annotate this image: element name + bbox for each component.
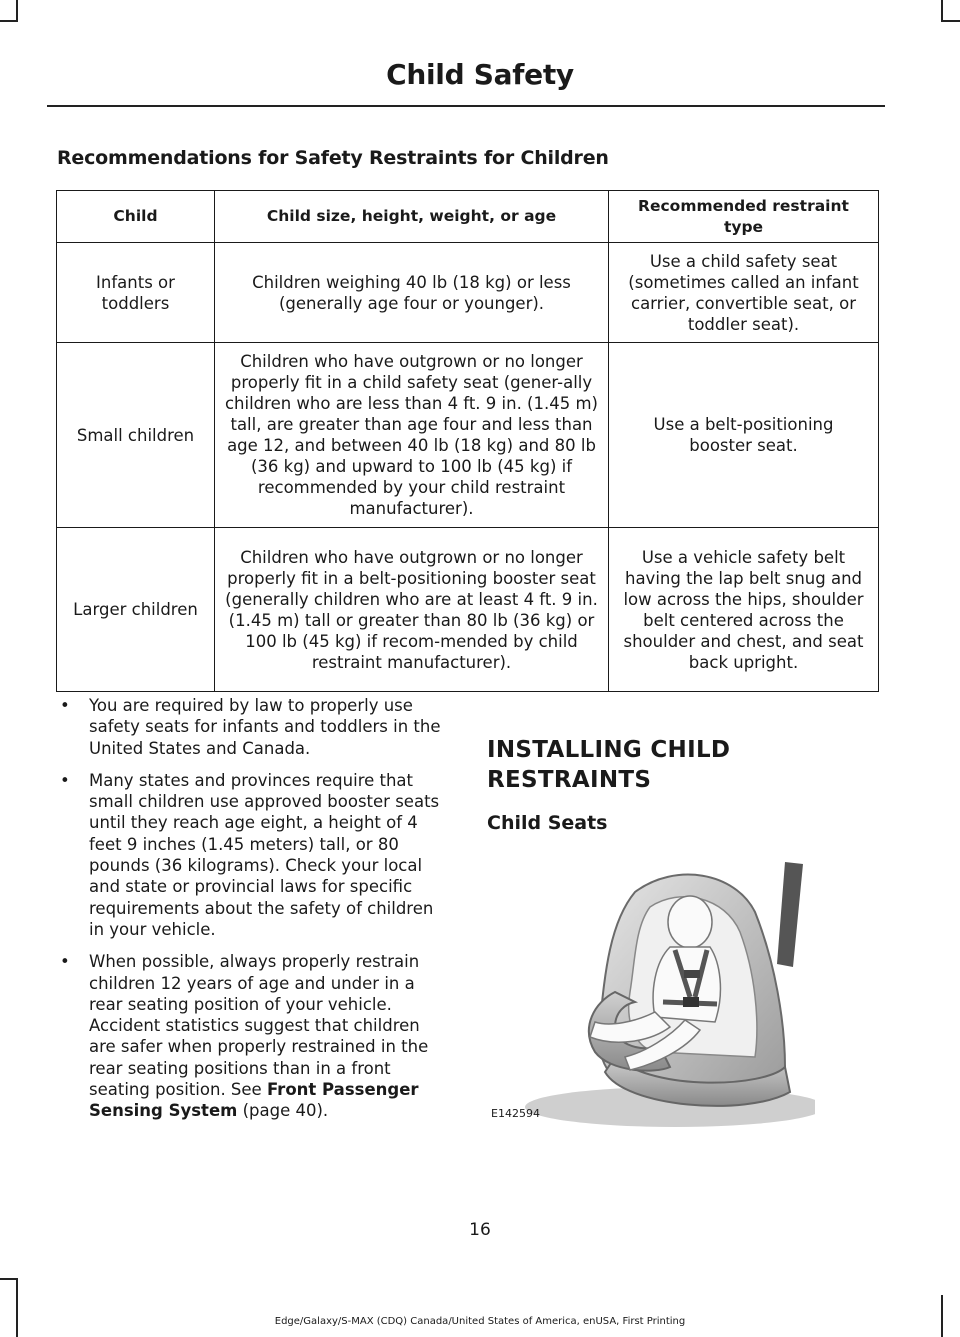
table-cell: Larger children — [57, 528, 215, 692]
table-cell: Use a vehicle safety belt having the lap belt snug and low across the hips, shoulder belt centered across the shoulder and chest, and seat back upright. — [609, 528, 879, 692]
list-item-text: You are required by law to properly use safety seats for infants and toddlers in the United States and Canada. — [89, 696, 441, 758]
table-cell: Children who have outgrown or no longer properly fit in a child safety seat (gener-ally children who are less than 4 ft. 9 in. (1.45 m) tall, are greater than age four and less than age 12, and between 40 lb (18 kg) and 80 lb (36 kg) and upward to 100 lb (45 kg) if recommended by your child restraint manufacturer). — [215, 343, 609, 528]
page-reference: (page 40). — [237, 1101, 329, 1121]
restraint-recommendations-table — [56, 190, 879, 692]
crop-mark — [941, 0, 943, 20]
table-cell: Use a child safety seat (sometimes called an infant carrier, convertible seat, or toddler seat). — [609, 243, 879, 343]
page-number: 16 — [469, 1220, 491, 1240]
list-item-text: When possible, always properly restrain children 12 years of age and under in a rear seating position of your vehicle. Accident statistics suggest that children are safer when properly restrained in the rear seating positions than in a front seating position. See — [89, 952, 429, 1100]
table-row — [57, 343, 879, 528]
table-cell: Small children — [57, 343, 215, 528]
column-header: Recommended restraint type — [609, 191, 879, 243]
list-item-text: Many states and provinces require that small children use approved booster seats until they reach age eight, a height of 4 feet 9 inches (1.45 meters) tall, or 80 pounds (36 kilograms). Check your local and state or provincial laws for specific requirements about the safety of children in your vehicle. — [89, 770, 440, 939]
child-seat-illustration — [485, 852, 815, 1137]
cross-reference-link[interactable]: Front Passenger Sensing System — [89, 1080, 419, 1121]
section-heading: Recommendations for Safety Restraints for Children — [57, 147, 609, 169]
crop-mark — [16, 1278, 18, 1337]
table-row — [57, 528, 879, 692]
crop-mark — [0, 1278, 18, 1280]
crop-mark — [941, 20, 960, 22]
child-seats-heading: Child Seats — [487, 812, 608, 834]
table-cell: Children who have outgrown or no longer properly fit in a belt-positioning booster seat (generally children who are at least 4 ft. 9 in. (1.45 m) tall or greater than 80 lb (36 kg) or 100 lb (45 kg) if recom-mended by child restraint manufacturer). — [215, 528, 609, 692]
table-header-row — [57, 191, 879, 243]
crop-mark — [16, 0, 18, 20]
page-title: Child Safety — [386, 58, 574, 91]
bullet-marker: • — [60, 770, 70, 790]
crop-mark — [0, 20, 18, 22]
list-item — [60, 695, 450, 759]
table-cell: Infants or toddlers — [57, 243, 215, 343]
list-item — [60, 951, 450, 1121]
column-header: Child size, height, weight, or age — [215, 191, 609, 243]
bullet-list — [60, 695, 450, 1133]
bullet-marker: • — [60, 696, 70, 715]
figure-code: E142594 — [491, 1107, 540, 1120]
installing-restraints-heading: INSTALLING CHILD RESTRAINTS — [487, 737, 731, 793]
list-item — [60, 770, 450, 940]
footer-text: Edge/Galaxy/S-MAX (CDQ) Canada/United States of America, enUSA, First Printing — [274, 1316, 686, 1327]
column-header: Child — [57, 191, 215, 243]
table-cell: Use a belt-positioning booster seat. — [609, 343, 879, 528]
bullet-marker: • — [60, 952, 70, 972]
table-row — [57, 243, 879, 343]
title-rule — [47, 105, 885, 107]
table-cell: Children weighing 40 lb (18 kg) or less (generally age four or younger). — [215, 243, 609, 343]
